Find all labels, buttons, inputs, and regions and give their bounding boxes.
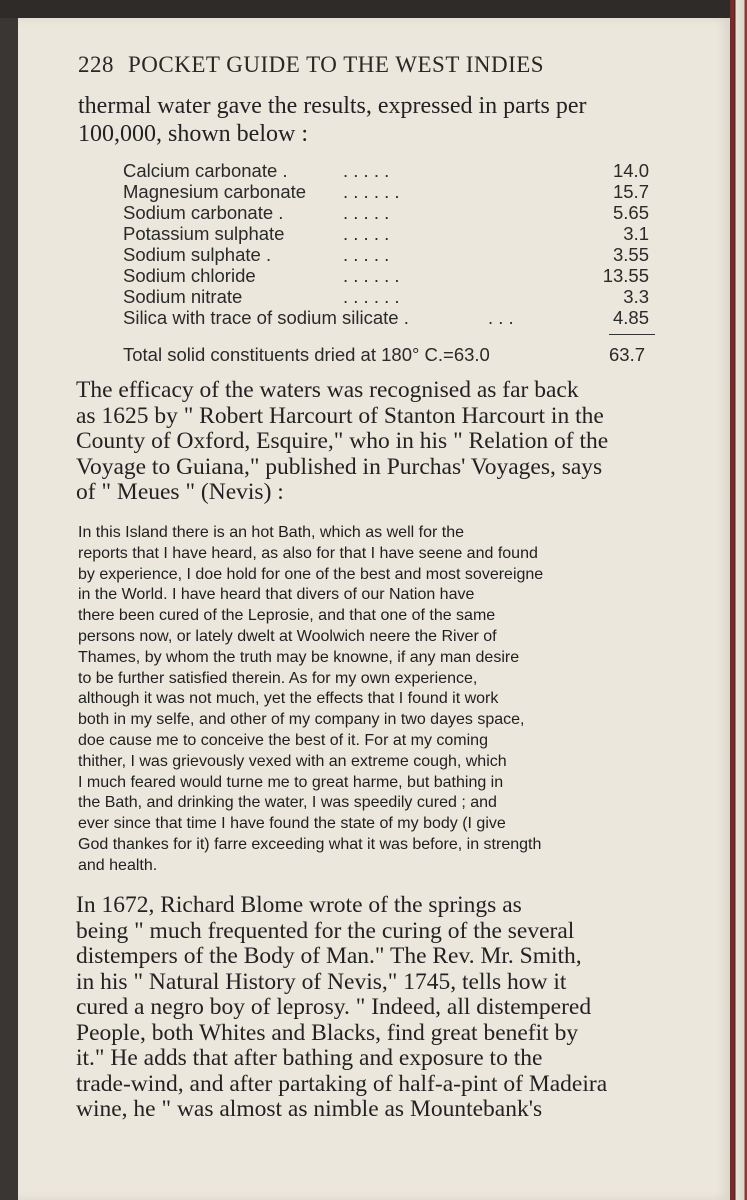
sum-rule: [609, 334, 655, 335]
top-background-edge: [0, 0, 747, 18]
constituent-name: Potassium sulphate: [123, 223, 285, 244]
text-line: The efficacy of the waters was recognised as far back: [76, 377, 579, 403]
quote-line: by experience, I doe hold for one of the best and most sovereigne: [78, 565, 544, 583]
quote-line: God thankes for it) farre exceeding what it was before, in strength: [78, 835, 542, 853]
leader-dots: . . .: [488, 307, 514, 328]
paragraph-efficacy: [76, 378, 698, 506]
quote-line: although it was not much, yet the effects that I found it work: [78, 690, 499, 708]
table-row: [123, 181, 663, 202]
text-line: Voyage to Guiana," published in Purchas' Voyages, says: [76, 453, 603, 480]
constituent-value: 13.55: [602, 265, 649, 286]
constituent-value: 14.0: [612, 160, 649, 181]
quote-line: Thames, by whom the truth may be knowne, if any man desire: [78, 648, 520, 666]
constituent-name: Sodium chloride: [123, 265, 256, 286]
quote-line: reports that I have heard, as also for that I have seene and found: [78, 544, 538, 562]
table-row: [123, 244, 663, 265]
text-line: it." He adds that after bathing and exposure to the: [76, 1045, 543, 1071]
leader-dots: . . . . . .: [343, 286, 400, 307]
constituent-value: 5.65: [612, 202, 649, 223]
quote-line: both in my selfe, and other of my company in two dayes space,: [78, 711, 525, 729]
constituent-value: 3.3: [623, 286, 649, 307]
constituent-value: 3.55: [612, 244, 649, 265]
text-line: being " much frequented for the curing of the several: [76, 917, 575, 944]
text-line: cured a negro boy of leprosy. " Indeed, all distempered: [76, 994, 592, 1020]
table-row: [123, 223, 663, 244]
leader-dots: . . . . .: [343, 202, 390, 223]
total-label: Total solid constituents dried at 180° C.=63.0: [123, 344, 490, 365]
table-row: [123, 307, 663, 328]
text-line: 100,000, shown below :: [78, 121, 308, 147]
table-row: [123, 286, 663, 307]
text-line: in his " Natural History of Nevis," 1745, tells how it: [76, 968, 567, 995]
leader-dots: . . . . .: [343, 160, 390, 181]
quote-line: I much feared would turne me to great harme, but bathing in: [78, 773, 504, 791]
total-value: 63.7: [609, 344, 646, 365]
text-line: thermal water gave the results, expressed in parts per: [78, 93, 587, 119]
constituent-name: Sodium nitrate: [123, 286, 243, 307]
leader-dots: . . . . .: [343, 223, 390, 244]
quote-line: to be further satisfied therein. As for my own experience,: [78, 669, 478, 687]
table-row: [123, 265, 663, 286]
text-line: People, both Whites and Blacks, find great benefit by: [76, 1019, 579, 1046]
intro-paragraph: [78, 92, 698, 148]
running-title: POCKET GUIDE TO THE WEST INDIES: [128, 52, 545, 77]
constituent-value: 3.1: [623, 223, 649, 244]
text-line: of " Meues " (Nevis) :: [76, 479, 284, 505]
paragraph-blome: [76, 893, 698, 1123]
text-line: County of Oxford, Esquire," who in his " Relation of the: [76, 428, 609, 454]
constituent-name: Sodium sulphate .: [123, 244, 272, 265]
book-spine-edge: [730, 0, 747, 1200]
quote-line: thither, I was grievously vexed with an extreme cough, which: [78, 752, 507, 770]
quote-line: the Bath, and drinking the water, I was speedily cured ; and: [78, 794, 497, 812]
quote-line: in the World. I have heard that divers of our Nation have: [78, 586, 475, 604]
running-header: [78, 52, 646, 78]
table-row: [123, 202, 663, 223]
constituent-value: 4.85: [612, 307, 649, 328]
quote-line: ever since that time I have found the state of my body (I give: [78, 815, 506, 833]
constituent-name: Silica with trace of sodium silicate .: [123, 307, 409, 328]
quote-line: there been cured of the Leprosie, and that one of the same: [78, 607, 496, 625]
text-line: as 1625 by " Robert Harcourt of Stanton Harcourt in the: [76, 402, 604, 429]
text-line: distempers of the Body of Man." The Rev. Mr. Smith,: [76, 943, 582, 969]
quote-line: In this Island there is an hot Bath, which as well for the: [78, 524, 464, 541]
analysis-table: [123, 160, 663, 328]
text-line: In 1672, Richard Blome wrote of the springs as: [76, 892, 522, 918]
constituent-value: 15.7: [612, 181, 649, 202]
leader-dots: . . . . . .: [343, 265, 400, 286]
total-row: [123, 344, 663, 366]
constituent-name: Magnesium carbonate: [123, 181, 307, 202]
page-number: 228: [78, 52, 114, 77]
quote-line: doe cause me to conceive the best of it. For at my coming: [78, 731, 488, 749]
constituent-name: Sodium carbonate .: [123, 202, 284, 223]
table-row: [123, 160, 663, 181]
leader-dots: . . . . .: [343, 244, 390, 265]
leader-dots: . . . . . .: [343, 181, 400, 202]
quote-line: persons now, or lately dwelt at Woolwich neere the River of: [78, 627, 497, 645]
constituent-name: Calcium carbonate .: [123, 160, 288, 181]
text-line: trade-wind, and after partaking of half-a-pint of Madeira: [76, 1070, 608, 1097]
block-quote: [78, 523, 696, 877]
quote-line: and health.: [78, 856, 158, 874]
text-line: wine, he " was almost as nimble as Mountebank's: [76, 1096, 543, 1122]
